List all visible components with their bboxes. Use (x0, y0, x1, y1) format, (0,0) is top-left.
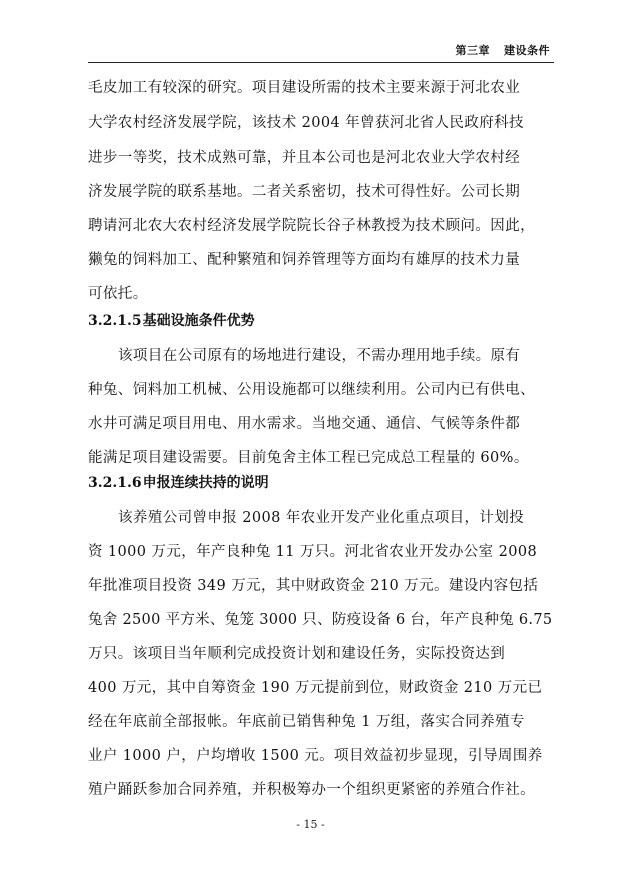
section-title: 基础设施条件优势 (142, 313, 255, 329)
paragraph-line: 种兔、饲料加工机械、公用设施都可以继续利用。公司内已有供电、 (88, 382, 535, 398)
paragraph-line: 聘请河北农大农村经济发展学院院长谷子林教授为技术顾问。因此， (88, 218, 535, 234)
paragraph-line: 该养殖公司曾申报 2008 年农业开发产业化重点项目，计划投 (118, 510, 525, 526)
section-heading (88, 473, 269, 493)
paragraph-line: 能满足项目建设需要。目前兔舍主体工程已完成总工程量的 60%。 (88, 450, 529, 466)
section-number: 3.2.1.6 (88, 475, 142, 491)
chapter-label: 第三章 (455, 44, 490, 57)
paragraph-line: 大学农村经济发展学院，该技术 2004 年曾获河北省人民政府科技 (88, 115, 524, 131)
chapter-title: 建设条件 (504, 44, 550, 57)
paragraph-line: 殖户踊跃参加合同养殖，并积极筹办一个组织更紧密的养殖合作社。 (88, 782, 535, 798)
page-number: - 15 - (296, 818, 325, 831)
section-heading (88, 311, 255, 331)
paragraph-line: 进步一等奖，技术成熟可靠，并且本公司也是河北农业大学农村经 (88, 150, 521, 166)
paragraph-line: 可依托。 (88, 286, 148, 302)
section-number: 3.2.1.5 (88, 313, 142, 329)
paragraph-line: 业户 1000 户，户均增收 1500 元。项目效益初步显现，引导周围养 (88, 748, 543, 764)
paragraph-line: 经在年底前全部报帐。年底前已销售种兔 1 万组，落实合同养殖专 (88, 714, 525, 730)
header-text (456, 42, 551, 58)
paragraph-line: 兔舍 2500 平方米、兔笼 3000 只、防疫设备 6 台，年产良种兔 6.75 (88, 612, 553, 628)
paragraph-line: 獭兔的饲料加工、配种繁殖和饲养管理等方面均有雄厚的技术力量 (88, 252, 521, 268)
paragraph-line: 资 1000 万元，年产良种兔 11 万只。河北省农业开发办公室 2008 (88, 544, 538, 560)
paragraph-line: 水井可满足项目用电、用水需求。当地交通、通信、气候等条件都 (88, 416, 521, 432)
paragraph-line: 该项目在公司原有的场地进行建设，不需办理用地手续。原有 (118, 348, 521, 364)
paragraph-line: 400 万元，其中自筹资金 190 万元提前到位，财政资金 210 万元已 (88, 680, 543, 696)
paragraph-line: 年批准项目投资 349 万元，其中财政资金 210 万元。建设内容包括 (88, 578, 539, 594)
section-title: 申报连续扶持的说明 (142, 475, 269, 491)
page-header (88, 40, 554, 63)
paragraph-line: 毛皮加工有较深的研究。项目建设所需的技术主要来源于河北农业 (88, 80, 521, 96)
paragraph-line: 万只。该项目当年顺利完成投资计划和建设任务，实际投资达到 (88, 646, 506, 662)
paragraph-line: 济发展学院的联系基地。二者关系密切，技术可得性好。公司长期 (88, 184, 521, 200)
